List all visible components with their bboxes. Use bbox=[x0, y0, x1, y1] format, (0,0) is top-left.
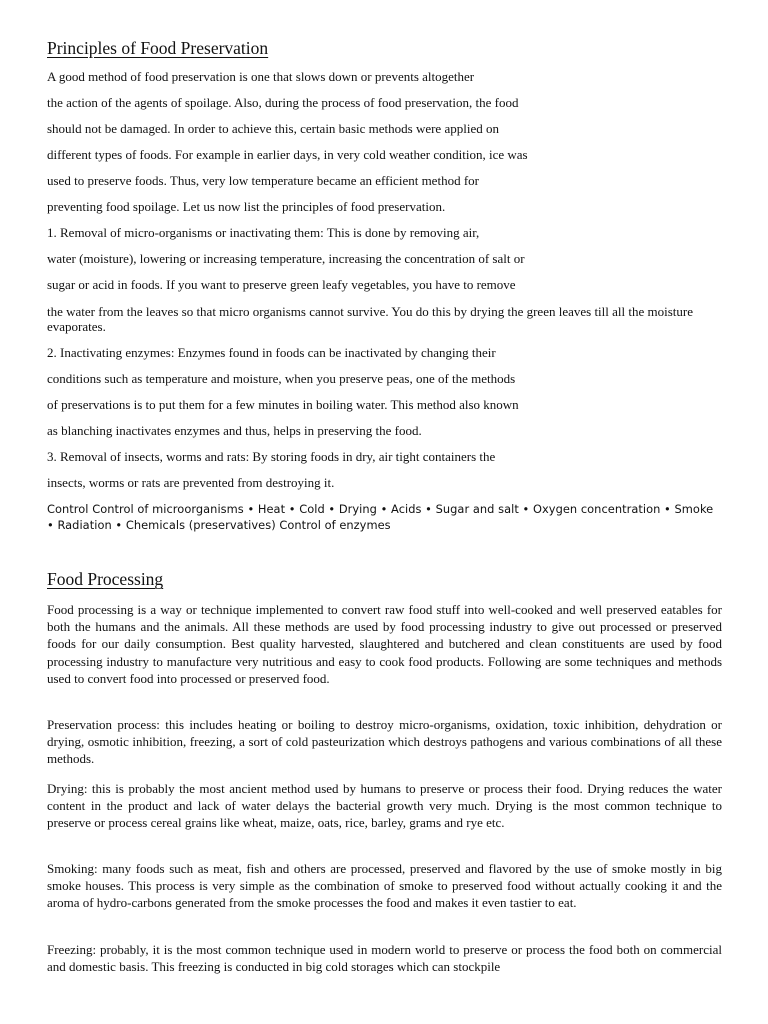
control-methods-list: Control Control of microorganisms • Heat • Cold • Drying • Acids • Sugar and salt • Oxygen concentration • Smoke • Radiation • Chemicals (preservatives) Control of enzymes bbox=[47, 502, 714, 532]
text-line: A good method of food preservation is one that slows down or prevents altogether bbox=[47, 69, 475, 84]
text-line-wrapped: the water from the leaves so that micro organisms cannot survive. You do this by drying the green leaves till all the moisture evaporates. bbox=[47, 304, 694, 334]
text-line: of preservations is to put them for a few minutes in boiling water. This method also known bbox=[47, 397, 519, 412]
text-line: the action of the agents of spoilage. Also, during the process of food preservation, the food bbox=[47, 95, 519, 110]
text-line: 3. Removal of insects, worms and rats: By storing foods in dry, air tight containers the bbox=[47, 449, 496, 464]
text-line: conditions such as temperature and moisture, when you preserve peas, one of the methods bbox=[47, 371, 516, 386]
paragraph-preservation-process: Preservation process: this includes heating or boiling to destroy micro-organisms, oxidation, toxic inhibition, dehydration or drying, osmotic inhibition, freezing, a sort of cold pasteurization which destroys pathogens and various combinations of all these methods. bbox=[47, 717, 722, 767]
text-line: as blanching inactivates enzymes and thus, helps in preserving the food. bbox=[47, 423, 422, 438]
section-heading-principles: Principles of Food Preservation bbox=[47, 38, 269, 58]
text-line: sugar or acid in foods. If you want to preserve green leafy vegetables, you have to remove bbox=[47, 277, 516, 292]
text-line: used to preserve foods. Thus, very low temperature became an efficient method for bbox=[47, 173, 479, 188]
paragraph-food-processing: Food processing is a way or technique implemented to convert raw food stuff into well-cooked and well preserved eatables for both the humans and the animals. All these methods are used by food processing industry to give out processed or preserved foods for our daily consumption. Best quality harvested, slaughtered and butchered and clean constituents are used by food processing industry to manufacture very nutritious and easy to cook food products. Following are some techniques and methods used to convert food into processed or preserved food. bbox=[47, 602, 722, 686]
paragraph-drying: Drying: this is probably the most ancient method used by humans to preserve or process their food. Drying reduces the water content in the product and lack of water delays the bacterial growth very much. Drying is the most common technique to preserve or process cereal grains like wheat, maize, oats, rice, barley, grams and rye etc. bbox=[47, 781, 722, 831]
section-heading-food-processing: Food Processing bbox=[47, 569, 164, 589]
text-line: water (moisture), lowering or increasing temperature, increasing the concentration of salt or bbox=[47, 251, 525, 266]
text-line: insects, worms or rats are prevented from destroying it. bbox=[47, 475, 335, 490]
text-line: preventing food spoilage. Let us now list the principles of food preservation. bbox=[47, 199, 446, 214]
text-line: different types of foods. For example in earlier days, in very cold weather condition, ice was bbox=[47, 147, 528, 162]
paragraph-smoking: Smoking: many foods such as meat, fish and others are processed, preserved and flavored by the use of smoke mostly in big smoke houses. This process is very simple as the combination of smoke to preserved food without actually cooking it and the aroma of hydro-carbons generated from the smoke processes the food and makes it even tastier to eat. bbox=[47, 861, 722, 911]
text-line: 1. Removal of micro-organisms or inactivating them: This is done by removing air, bbox=[47, 225, 480, 240]
text-line: should not be damaged. In order to achieve this, certain basic methods were applied on bbox=[47, 121, 499, 136]
paragraph-freezing: Freezing: probably, it is the most common technique used in modern world to preserve or process the food both on commercial and domestic basis. This freezing is conducted in big cold storages which can stockpile bbox=[47, 942, 722, 975]
text-line: 2. Inactivating enzymes: Enzymes found in foods can be inactivated by changing their bbox=[47, 345, 496, 360]
